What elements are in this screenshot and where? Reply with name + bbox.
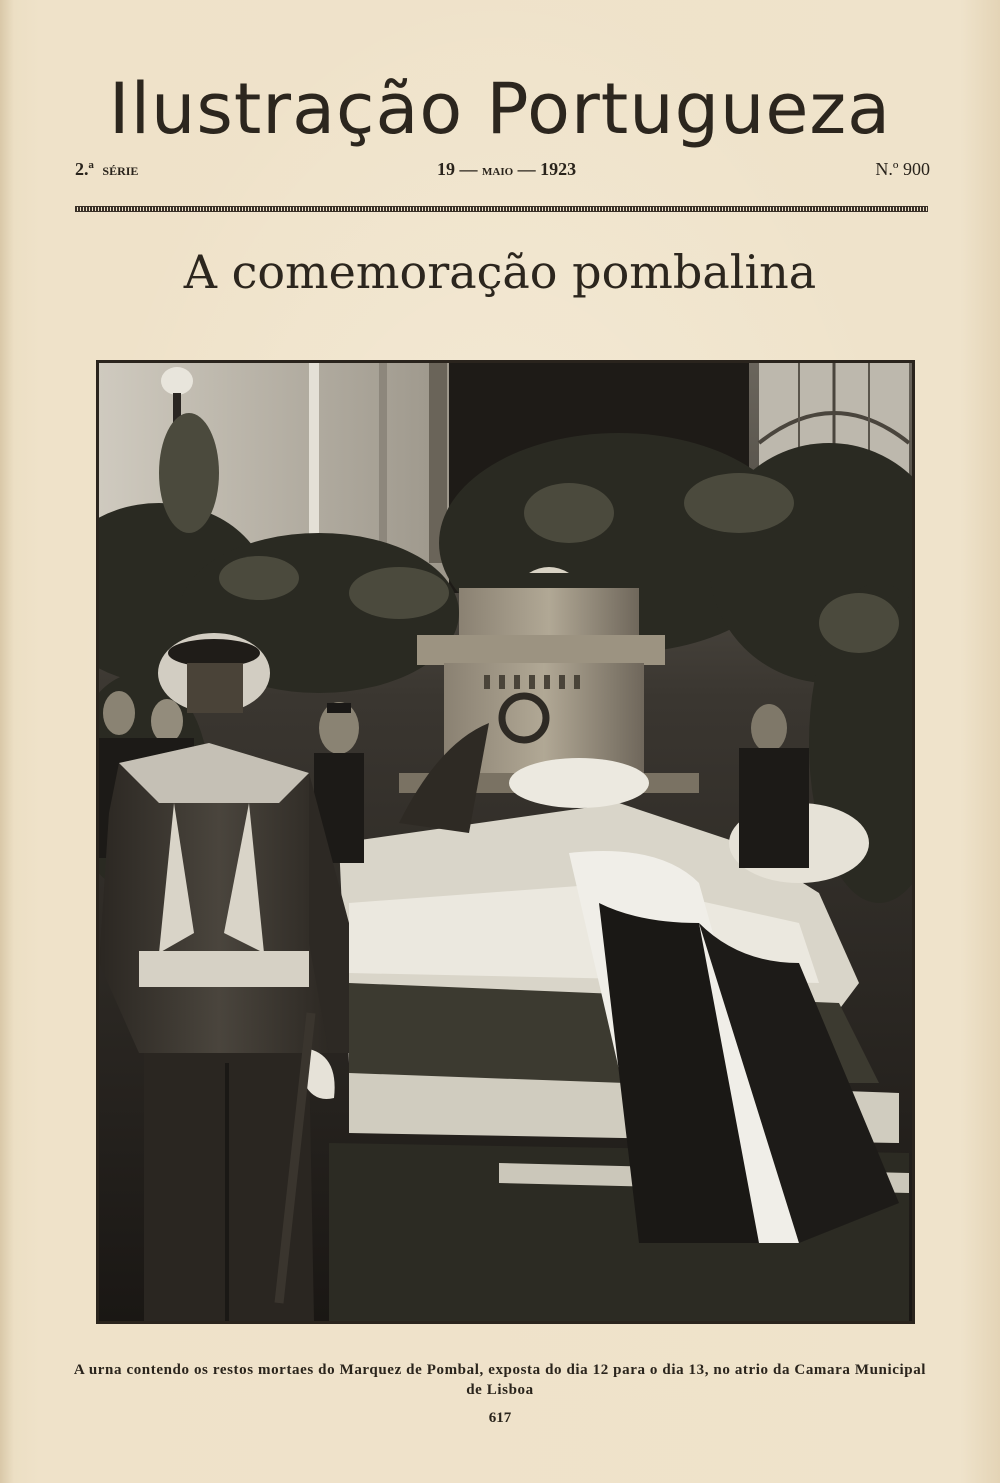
issue-info-row xyxy=(75,157,930,187)
page-number: 617 xyxy=(488,1410,512,1426)
issue-date-month: MAIO xyxy=(482,166,514,178)
cover-photograph xyxy=(96,360,915,1324)
issue-number: N.º 900 xyxy=(875,159,930,179)
issue-date xyxy=(437,159,576,180)
masthead-title: Ilustração Portugueza xyxy=(108,68,892,150)
issue-date-day: 19 — xyxy=(437,159,478,179)
series-word: SÉRIE xyxy=(102,164,139,178)
series-label xyxy=(75,159,138,180)
issue-date-year: — 1923 xyxy=(517,159,577,179)
article-headline: A comemoração pombalina xyxy=(183,245,817,299)
photo-caption: A urna contendo os restos mortaes do Marquez de Pombal, exposta do dia 12 para o dia 13, no atrio da Camara Municipal de Lisboa xyxy=(73,1362,927,1398)
header-divider xyxy=(75,206,928,212)
photograph-illustration xyxy=(99,363,912,1321)
series-number: 2.ª xyxy=(75,159,94,179)
